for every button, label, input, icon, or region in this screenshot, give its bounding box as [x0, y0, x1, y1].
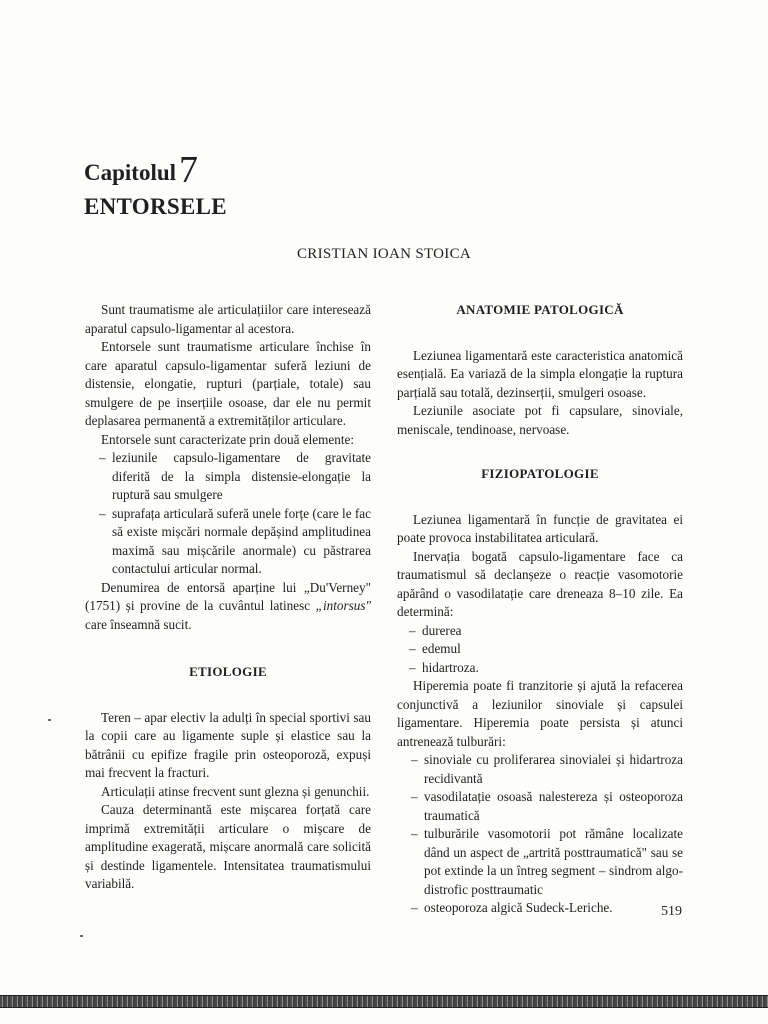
hyperemia-paragraph: Hiperemia poate fi tranzitorie și ajută la refacerea conjunctivă a leziunilor sinoviale și capsulei ligamentare. Hiperemia poate persista și atunci antrenează tulburări:: [397, 678, 683, 749]
intro-paragraph: Entorsele sunt caracterizate prin două elemente:: [101, 431, 355, 447]
list-item: – suprafața articulară suferă unele forțe (care le fac să existe mișcări normale depășind amplitudinea maximă sau mișcările anormale) cu păstrarea contactului articular normal.: [99, 505, 371, 579]
scan-speck: [80, 935, 83, 937]
list-item: – sinoviale cu proliferarea sinovialei și hidartroza recidivantă: [411, 751, 683, 788]
list-item: – edemul: [409, 640, 683, 659]
section-heading-physiopathology: FIZIOPATOLOGIE: [481, 466, 599, 481]
etiology-paragraph: Teren – apar electiv la adulți în special sportivi sau la copii care au ligamente suple și elastice sau la bătrânii cu epifize fragile prin osteoporoză, expuși mai frecvent la fracturi.: [85, 709, 371, 780]
list-item: – leziunile capsulo-ligamentare de gravitate diferită de la simpla distensie-elongație la ruptură sau smulgere: [99, 449, 371, 505]
intro-paragraph: Sunt traumatisme ale articulațiilor care interesează aparatul capsulo-ligamentar al acestora.: [85, 302, 371, 336]
physio-paragraph: Leziunea ligamentară în funcție de gravitatea ei poate provoca instabilitatea articulară.: [397, 511, 683, 545]
list-item: – durerea: [409, 622, 683, 641]
list-item: – osteoporoza algică Sudeck-Leriche.: [411, 899, 683, 918]
anatomy-paragraph: Leziunea ligamentară este caracteristica anatomică esențială. Ea variază de la simpla elongație la ruptura parțială sau totală, dezinserții, smulgeri osoase.: [397, 347, 683, 400]
latin-term: „intorsus": [315, 598, 371, 613]
element-list: [85, 449, 371, 579]
scan-edge-bar: [0, 995, 768, 1008]
disorders-list: [397, 751, 683, 918]
left-column: [85, 301, 371, 894]
chapter-number: 7: [179, 149, 199, 191]
effects-list: [397, 622, 683, 678]
origin-text: Denumirea de entorsă aparține lui „Du'Verney" (1751) și provine de la cuvântul latinesc: [85, 579, 371, 613]
chapter-label: Capitolul: [84, 160, 177, 185]
origin-paragraph: [85, 579, 371, 635]
section-heading-etiology: ETIOLOGIE: [189, 664, 267, 679]
list-item: – hidartroza.: [409, 659, 683, 678]
origin-text-end: care înseamnă sucit.: [85, 616, 192, 632]
intro-paragraph: Entorsele sunt traumatisme articulare închise în care aparatul capsulo-ligamentar suferă leziuni de distensie, elongatie, rupturi (parțiale, totale) sau smulgere de pe inserțiile osoase, dar ele nu permit deplasarea permanentă a extremităților articulare.: [85, 339, 371, 428]
list-item: – vasodilatație osoasă nalestereza și osteoporoza traumatică: [411, 788, 683, 825]
chapter-title: ENTORSELE: [84, 194, 227, 219]
etiology-paragraph: Articulații atinse frecvent sunt glezna și genunchii.: [101, 783, 370, 799]
chapter-label-line: [84, 150, 227, 193]
list-item: – tulburările vasomotorii pot rămâne localizate dând un aspect de „artrită posttraumatică" sau se pot extinde la un întreg segment – sindrom algo-distrofic posttraumatic: [411, 825, 683, 899]
right-column: [397, 301, 683, 918]
section-heading-anatomy: ANATOMIE PATOLOGICĂ: [456, 302, 624, 317]
etiology-paragraph: Cauza determinantă este mișcarea forțată care imprimă extremității articulare o mișcare de amplitudine exagerată, mișcare anormală care solicită și destinde ligamentele. Intensitatea traumatismului variabilă.: [85, 802, 371, 891]
anatomy-paragraph: Leziunile asociate pot fi capsulare, sinoviale, meniscale, tendinoase, nervoase.: [397, 403, 683, 437]
author-name: CRISTIAN IOAN STOICA: [296, 246, 472, 262]
chapter-heading: [84, 150, 227, 221]
scan-speck: [48, 719, 51, 721]
physio-paragraph: Inervația bogată capsulo-ligamentare face ca traumatismul să declanșeze o reacție vasomotorie apărând o vasodilatație care dreneaza 8–10 zile. Ea determină:: [397, 548, 683, 619]
page-number: 519: [661, 904, 682, 919]
